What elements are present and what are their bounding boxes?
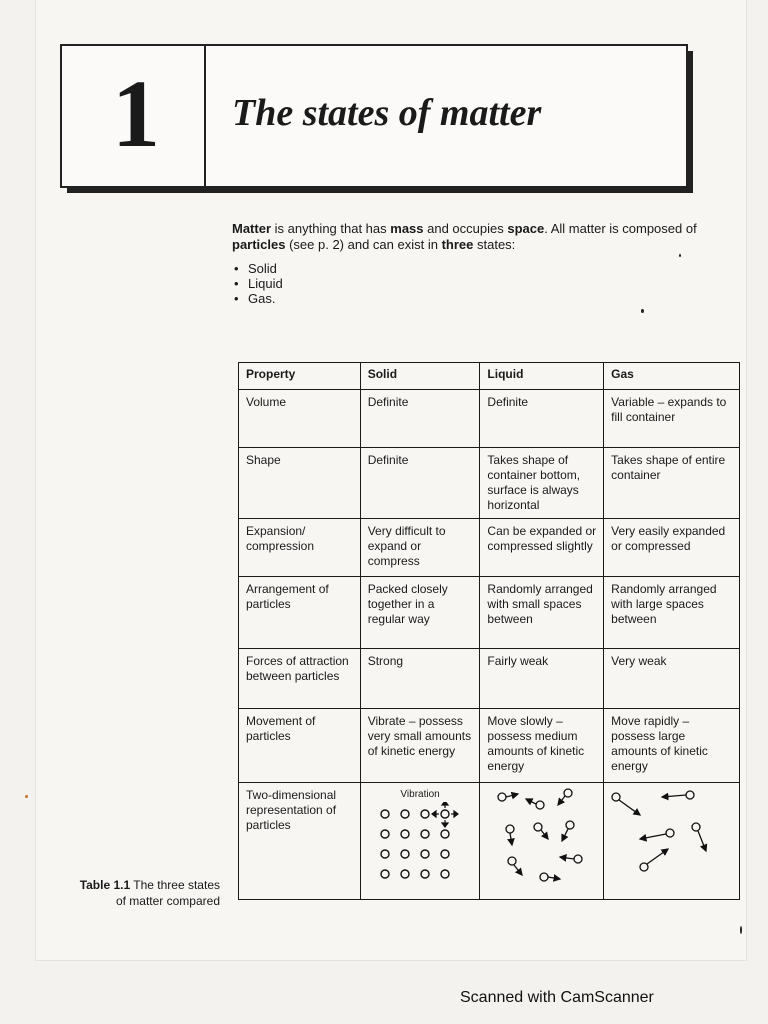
- scan-speck: [679, 254, 681, 257]
- solid-particles-diagram: [363, 802, 473, 892]
- table-cell: Forces of attraction between particles: [239, 649, 361, 709]
- table-row: [239, 448, 740, 519]
- table-cell: Strong: [360, 649, 480, 709]
- table-row: [239, 577, 740, 649]
- table-cell: Vibrate – possess very small amounts of kinetic energy: [360, 709, 480, 783]
- liquid-particles-diagram: [482, 785, 600, 893]
- table-cell: Very easily expanded or compressed: [604, 519, 740, 577]
- intro-text-4: (see p. 2) and can exist in: [285, 237, 442, 252]
- vibration-label: Vibration: [400, 789, 440, 800]
- chapter-title: The states of matter: [232, 92, 542, 134]
- keyword-particles: particles: [232, 237, 286, 252]
- table-cell: Definite: [360, 390, 480, 448]
- intro-text-1: is anything that has: [271, 221, 391, 236]
- header-property: Property: [239, 363, 361, 390]
- chapter-title-box: [60, 44, 688, 188]
- table-row: [239, 783, 740, 900]
- table-cell: Very weak: [604, 649, 740, 709]
- solid-particle-diagram-cell: [360, 783, 480, 900]
- caption-text: The three states of matter compared: [115, 878, 220, 908]
- header-gas: Gas: [604, 363, 740, 390]
- intro-paragraph: [232, 221, 702, 306]
- table-cell: Shape: [239, 448, 361, 519]
- states-list: [232, 261, 702, 306]
- list-item: • Solid: [248, 261, 702, 276]
- liquid-particle-diagram-cell: [480, 783, 604, 900]
- scan-speck: [641, 309, 644, 313]
- table-cell: Volume: [239, 390, 361, 448]
- states-comparison-table: [238, 362, 740, 900]
- list-item: • Liquid: [248, 276, 702, 291]
- table-cell: Move slowly – possess medium amounts of kinetic energy: [480, 709, 604, 783]
- table-cell: Movement of particles: [239, 709, 361, 783]
- list-item: • Gas.: [248, 291, 702, 306]
- gas-particle-diagram-cell: [604, 783, 740, 900]
- scan-speck: [25, 795, 28, 798]
- table-cell: Randomly arranged with small spaces between: [480, 577, 604, 649]
- table-cell: Takes shape of container bottom, surface is always horizontal: [480, 448, 604, 519]
- intro-text-5: states:: [473, 237, 516, 252]
- table-cell: Move rapidly – possess large amounts of kinetic energy: [604, 709, 740, 783]
- table-cell: Packed closely together in a regular way: [360, 577, 480, 649]
- keyword-matter: Matter: [232, 221, 272, 236]
- table-cell: Can be expanded or compressed slightly: [480, 519, 604, 577]
- table-cell: Expansion/ compression: [239, 519, 361, 577]
- table-row: [239, 519, 740, 577]
- keyword-three: three: [441, 237, 474, 252]
- table-cell: Randomly arranged with large spaces between: [604, 577, 740, 649]
- gas-particles-diagram: [606, 785, 730, 893]
- scan-speck: [740, 926, 742, 934]
- table-cell: Arrangement of particles: [239, 577, 361, 649]
- caption-label: Table 1.1: [79, 878, 131, 892]
- scanner-watermark: Scanned with CamScanner: [460, 989, 654, 1006]
- table-header-row: [239, 363, 740, 390]
- table-caption: [70, 877, 220, 909]
- table-row: [239, 709, 740, 783]
- table-cell: Fairly weak: [480, 649, 604, 709]
- header-liquid: Liquid: [480, 363, 604, 390]
- table-cell: Two-dimensional representation of particles: [239, 783, 361, 900]
- table-cell: Definite: [360, 448, 480, 519]
- table-row: [239, 390, 740, 448]
- keyword-space: space: [507, 221, 545, 236]
- header-solid: Solid: [360, 363, 480, 390]
- intro-text-2: and occupies: [423, 221, 508, 236]
- table-cell: Definite: [480, 390, 604, 448]
- intro-text-3: . All matter is composed of: [544, 221, 697, 236]
- table-cell: Very difficult to expand or compress: [360, 519, 480, 577]
- keyword-mass: mass: [390, 221, 424, 236]
- table-cell: Takes shape of entire container: [604, 448, 740, 519]
- table-row: [239, 649, 740, 709]
- table-cell: Variable – expands to fill container: [604, 390, 740, 448]
- chapter-number: 1: [112, 60, 160, 167]
- title-box-divider: [204, 46, 206, 186]
